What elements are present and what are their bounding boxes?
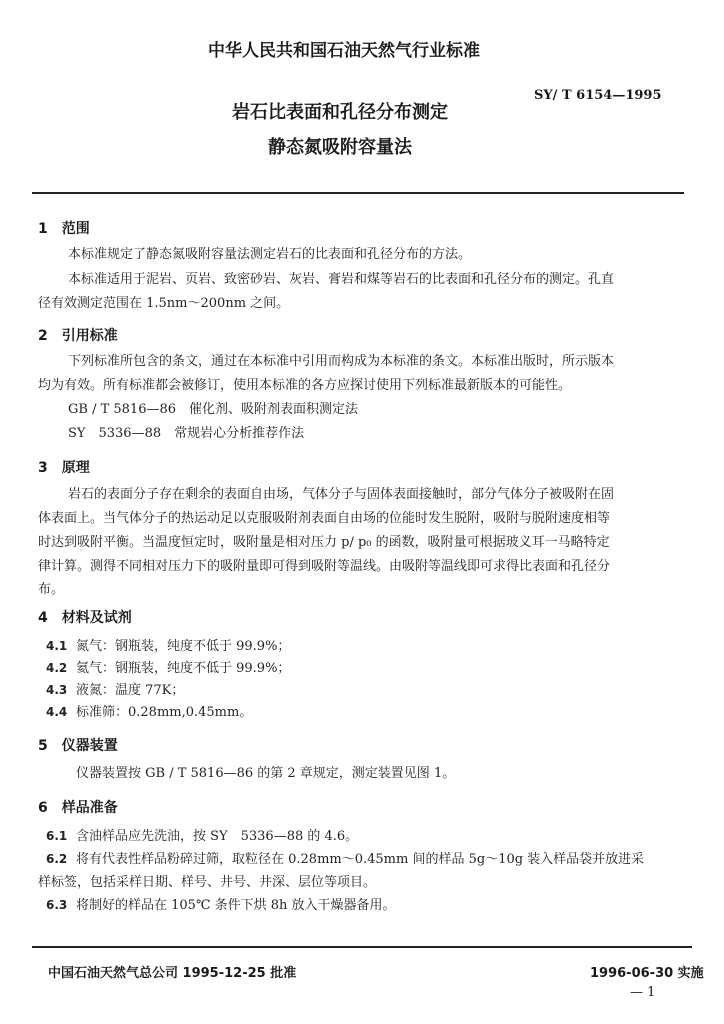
section-3-line-3: 时达到吸附平衡。当温度恒定时，吸附量是相对压力 p/ p₀ 的函数，吸附量可根据玻义耳一马略特定 [38, 535, 610, 550]
section-1-paragraph-2-line-2: 径有效测定范围在 1.5nm～200nm 之间。 [38, 296, 290, 311]
section-3-line-4: 律计算。测得不同相对压力下的吸附量即可得到吸附等温线。由吸附等温线即可求得比表面和孔径分 [38, 559, 611, 574]
list-item [46, 657, 290, 676]
approval-line: 中国石油天然气总公司 1995-12-25 批准 [48, 966, 297, 981]
item-text: 氮气：钢瓶装，纯度不低于 99.9%； [76, 639, 291, 654]
section-2-paragraph-line-1: 下列标准所包含的条文，通过在本标准中引用而构成为本标准的条文。本标准出版时，所示版本 [68, 354, 615, 369]
section-2-heading: 2 引用标准 [38, 328, 118, 344]
section-3-heading: 3 原理 [38, 460, 90, 476]
section-1-paragraph-1: 本标准规定了静态氮吸附容量法测定岩石的比表面和孔径分布的方法。 [68, 247, 472, 262]
page-number: — 1 [630, 985, 656, 1000]
item-number: 6.3 [46, 898, 68, 912]
section-3-line-1: 岩石的表面分子存在剩余的表面自由场，气体分子与固体表面接触时，部分气体分子被吸附在固 [68, 487, 615, 502]
item-text: 标准筛：0.28mm,0.45mm。 [76, 705, 253, 720]
item-number: 4.2 [46, 661, 68, 675]
list-item [46, 701, 252, 720]
section-3-line-2: 体表面上。当气体分子的热运动足以克服吸附剂表面自由场的位能时发生脱附，吸附与脱附速度相等 [38, 511, 611, 526]
section-4-heading: 4 材料及试剂 [38, 610, 132, 626]
document-title-line1: 岩石比表面和孔径分布测定 [232, 102, 448, 123]
standard-number: SY/ T 6154—1995 [534, 88, 662, 103]
reference-sy5336: SY 5336—88 常规岩心分析推荐作法 [68, 426, 305, 441]
section-5-heading: 5 仪器装置 [38, 738, 118, 754]
list-item [46, 894, 396, 913]
list-item [46, 848, 644, 867]
section-3-line-5: 布。 [38, 582, 65, 597]
item-number: 6.1 [46, 829, 68, 843]
list-item [46, 679, 184, 698]
section-5-paragraph: 仪器装置按 GB / T 5816—86 的第 2 章规定，测定装置见图 1。 [76, 766, 456, 781]
document-title-line2: 静态氮吸附容量法 [268, 137, 412, 158]
item-number: 4.1 [46, 639, 68, 653]
section-2-paragraph-line-2: 均为有效。所有标准都会被修订，使用本标准的各方应探讨使用下列标准最新版本的可能性。 [38, 378, 572, 393]
item-number: 6.2 [46, 852, 68, 866]
item-text: 将制好的样品在 105℃ 条件下烘 8h 放入干燥器备用。 [76, 898, 396, 913]
section-1-paragraph-2-line-1: 本标准适用于泥岩、页岩、致密砂岩、灰岩、膏岩和煤等岩石的比表面和孔径分布的测定。孔直 [68, 272, 615, 287]
header-divider [32, 192, 684, 194]
footer-divider [32, 946, 692, 948]
item-number: 4.4 [46, 705, 68, 719]
item-number: 4.3 [46, 683, 68, 697]
reference-gb5816: GB / T 5816—86 催化剂、吸附剂表面积测定法 [68, 402, 359, 417]
industry-standard-title: 中华人民共和国石油天然气行业标准 [208, 41, 480, 61]
implementation-date: 1996-06-30 实施 [590, 966, 704, 981]
list-item [46, 635, 290, 654]
section-1-heading: 1 范围 [38, 221, 90, 237]
list-item-continuation: 样标签，包括采样日期、样号、井号、井深、层位等项目。 [38, 875, 377, 890]
item-text: 氦气：钢瓶装，纯度不低于 99.9%； [76, 661, 291, 676]
item-text: 将有代表性样品粉碎过筛，取粒径在 0.28mm～0.45mm 间的样品 5g～10g 装入样品袋并放进采 [76, 852, 645, 867]
section-6-heading: 6 样品准备 [38, 800, 118, 816]
item-text: 液氮：温度 77K； [76, 683, 185, 698]
list-item [46, 825, 358, 844]
item-text: 含油样品应先洗油，按 SY 5336—88 的 4.6。 [76, 829, 359, 844]
